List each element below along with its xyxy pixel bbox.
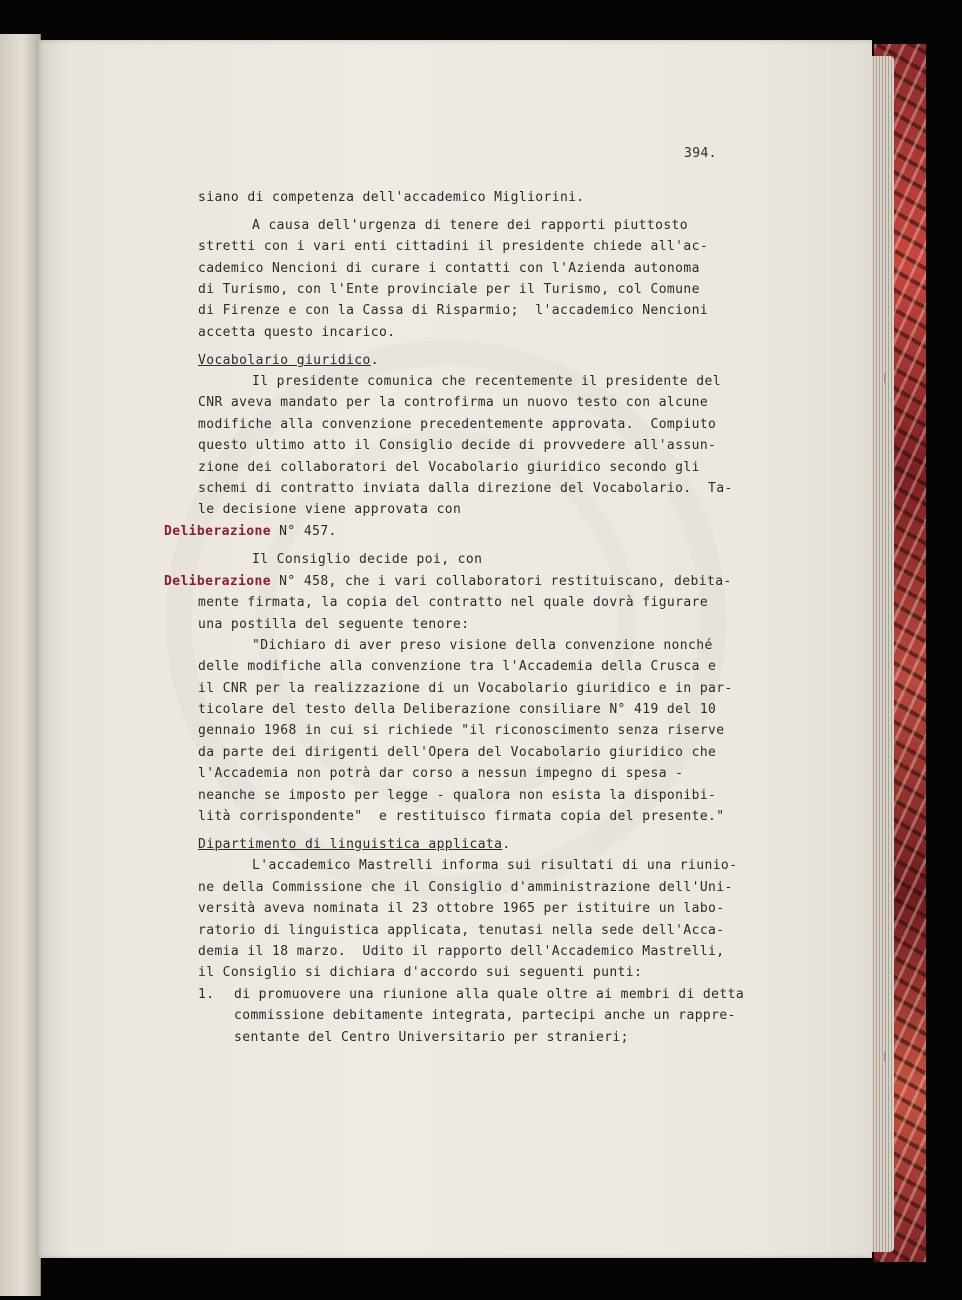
text-line: il Consiglio si dichiara d'accordo sui seguenti punti: (198, 965, 643, 980)
text-line: A causa dell'urgenza di tenere dei rapporti piuttosto (252, 218, 689, 233)
quote-line: neanche se imposto per legge - qualora non esista la disponibi- (198, 788, 717, 803)
section-heading-text: Vocabolario giuridico (198, 353, 371, 368)
list-item-line: sentante del Centro Universitario per stranieri; (234, 1030, 629, 1045)
deliberation-458 (164, 574, 732, 590)
text-line: stretti con i vari enti cittadini il presidente chiede all'ac- (198, 239, 709, 254)
margin-mark (884, 373, 886, 383)
quote-line: il CNR per la realizzazione di un Vocabolario giuridico e in par- (198, 681, 733, 696)
quote-line: l'Accademia non potrà dar corso a nessun impegno di spesa - (198, 766, 684, 781)
quote-line: gennaio 1968 in cui si richiede "il riconoscimento senza riserve (198, 723, 725, 738)
deliberation-number: N° 457. (270, 524, 337, 539)
deliberation-label: Deliberazione (164, 524, 271, 539)
text-line: zione dei collaboratori del Vocabolario giuridico secondo gli (198, 460, 700, 475)
text-line: le decisione viene approvata con (198, 502, 462, 517)
document-page (36, 40, 872, 1258)
page-number: 394. (684, 146, 717, 161)
text-line: mente firmata, la copia del contratto nel quale dovrà figurare (198, 595, 709, 610)
deliberation-label: Deliberazione (164, 574, 271, 589)
section-heading-text: Dipartimento di linguistica applicata (198, 837, 503, 852)
deliberation-text: N° 458, che i vari collaboratori restituiscano, debita- (270, 574, 732, 589)
facing-page-edge (0, 34, 41, 1296)
text-line: CNR aveva mandato per la controfirma un nuovo testo con alcune (198, 395, 709, 410)
list-marker: 1. (198, 987, 215, 1002)
quote-line: lità corrispondente" e restituisco firmata copia del presente." (198, 809, 725, 824)
text-line: demia il 18 marzo. Udito il rapporto dell'Accademico Mastrelli, (198, 944, 725, 959)
quote-line: ticolare del testo della Deliberazione consiliare N° 419 del 10 (198, 702, 717, 717)
text-line: di Turismo, con l'Ente provinciale per il Turismo, col Comune (198, 282, 700, 297)
quote-line: da parte dei dirigenti dell'Opera del Vocabolario giuridico che (198, 745, 717, 760)
text-line: Il presidente comunica che recentemente il presidente del (252, 374, 721, 389)
typewritten-text (36, 40, 872, 1258)
margin-mark (884, 1052, 886, 1062)
quote-line: delle modifiche alla convenzione tra l'Accademia della Crusca e (198, 659, 717, 674)
text-line: cademico Nencioni di curare i contatti con l'Azienda autonoma (198, 261, 700, 276)
text-line: siano di competenza dell'accademico Migliorini. (198, 190, 585, 205)
text-line: L'accademico Mastrelli informa sui risultati di una riunio- (252, 858, 738, 873)
section-heading-period: . (370, 353, 379, 368)
text-line: di Firenze e con la Cassa di Risparmio; l'accademico Nencioni (198, 303, 709, 318)
text-line: schemi di contratto inviata dalla direzione del Vocabolario. Ta- (198, 481, 733, 496)
quote-line: "Dichiaro di aver preso visione della convenzione nonché (252, 638, 713, 653)
text-line: versità aveva nominata il 23 ottobre 1965 per istituire un labo- (198, 901, 725, 916)
text-line: Il Consiglio decide poi, con (252, 552, 483, 567)
list-item-line: commissione debitamente integrata, partecipi anche un rappre- (234, 1008, 736, 1023)
section-heading-dipartimento (198, 837, 511, 853)
deliberation-457 (164, 524, 337, 540)
text-line: modifiche alla convenzione precedentemente approvata. Compiuto (198, 417, 717, 432)
text-line: una postilla del seguente tenore: (198, 617, 470, 632)
text-line: accetta questo incarico. (198, 325, 396, 340)
section-heading-period: . (502, 837, 511, 852)
section-heading-vocabolario (198, 353, 379, 369)
text-line: ne della Commissione che il Consiglio d'amministrazione dell'Uni- (198, 880, 733, 895)
text-line: ratorio di linguistica applicata, tenutasi nella sede dell'Acca- (198, 923, 725, 938)
list-item-line: di promuovere una riunione alla quale oltre ai membri di detta (234, 987, 745, 1002)
text-line: questo ultimo atto il Consiglio decide di provvedere all'assun- (198, 438, 717, 453)
